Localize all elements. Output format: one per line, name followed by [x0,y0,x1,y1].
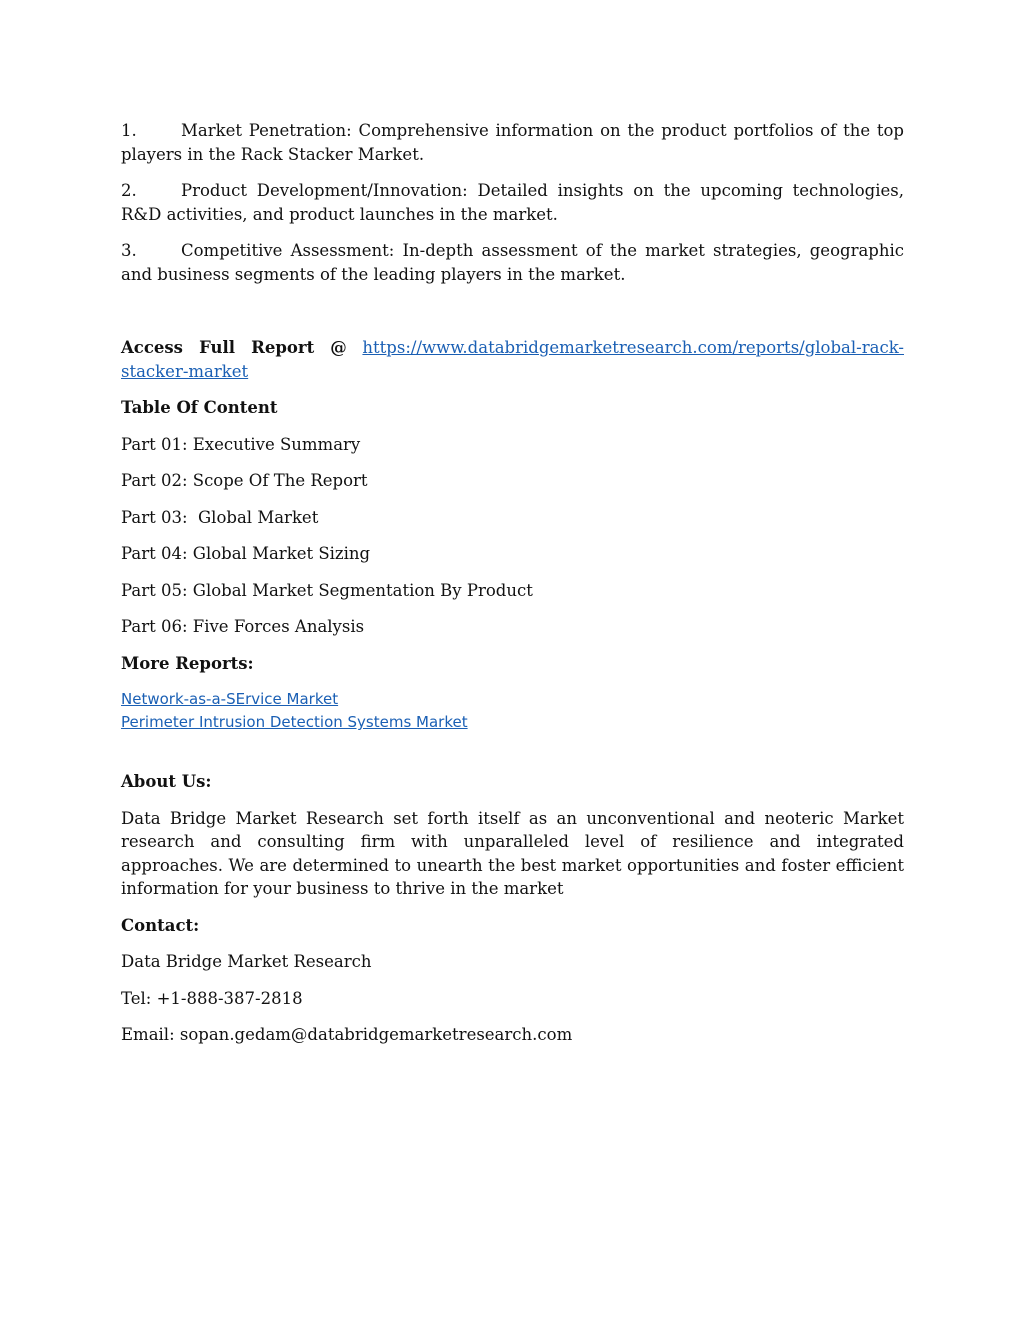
contact-heading: Contact: [121,915,200,935]
toc-part: Part 04: Global Market Sizing [121,544,371,563]
item-number: 1. [121,121,137,140]
toc-heading: Table Of Content [121,398,278,417]
item-text: Market Penetration: Comprehensive information on the product portfolios of the top players in the Rack Stacker Market. [121,121,904,164]
report-link-perimeter-intrusion[interactable]: Perimeter Intrusion Detection Systems Market [121,713,468,731]
more-reports-heading: More Reports: [121,653,254,673]
report-link[interactable]: https://www.databridgemarketresearch.com/reports/global-rack-stacker-market [121,338,904,381]
numbered-item-2 [121,179,904,226]
access-label: Access Full Report @ [121,338,347,357]
item-number: 2. [121,181,137,200]
spacer [121,299,904,336]
access-full-report [121,336,904,383]
about-text: Data Bridge Market Research set forth itself as an unconventional and neoteric Market research and consulting firm with unparalleled level of resilience and integrated approaches. We are determined to unearth the best market opportunities and foster efficient information for your business to thrive in the market [121,808,904,898]
item-number: 3. [121,241,137,260]
document-page [121,119,904,1060]
toc-part: Part 05: Global Market Segmentation By Product [121,580,533,600]
more-reports-links [121,688,904,734]
about-heading: About Us: [121,772,212,791]
contact-company: Data Bridge Market Research [121,952,372,971]
contact-email: Email: sopan.gedam@databridgemarketresearch.com [121,1025,573,1044]
numbered-item-1 [121,119,904,166]
toc-part: Part 03: Global Market [121,507,319,527]
report-link-network-as-a-service[interactable]: Network-as-a-SErvice Market [121,690,339,708]
contact-tel: Tel: +1-888-387-2818 [121,988,303,1008]
toc-part: Part 01: Executive Summary [121,434,361,454]
item-text: Product Development/Innovation: Detailed insights on the upcoming technologies, R&D activities, and product launches in the market. [121,181,904,224]
numbered-item-3 [121,239,904,286]
item-text: Competitive Assessment: In-depth assessment of the market strategies, geographic and business segments of the leading players in the market. [121,241,904,284]
toc-part: Part 02: Scope Of The Report [121,471,368,490]
toc-part: Part 06: Five Forces Analysis [121,617,365,636]
